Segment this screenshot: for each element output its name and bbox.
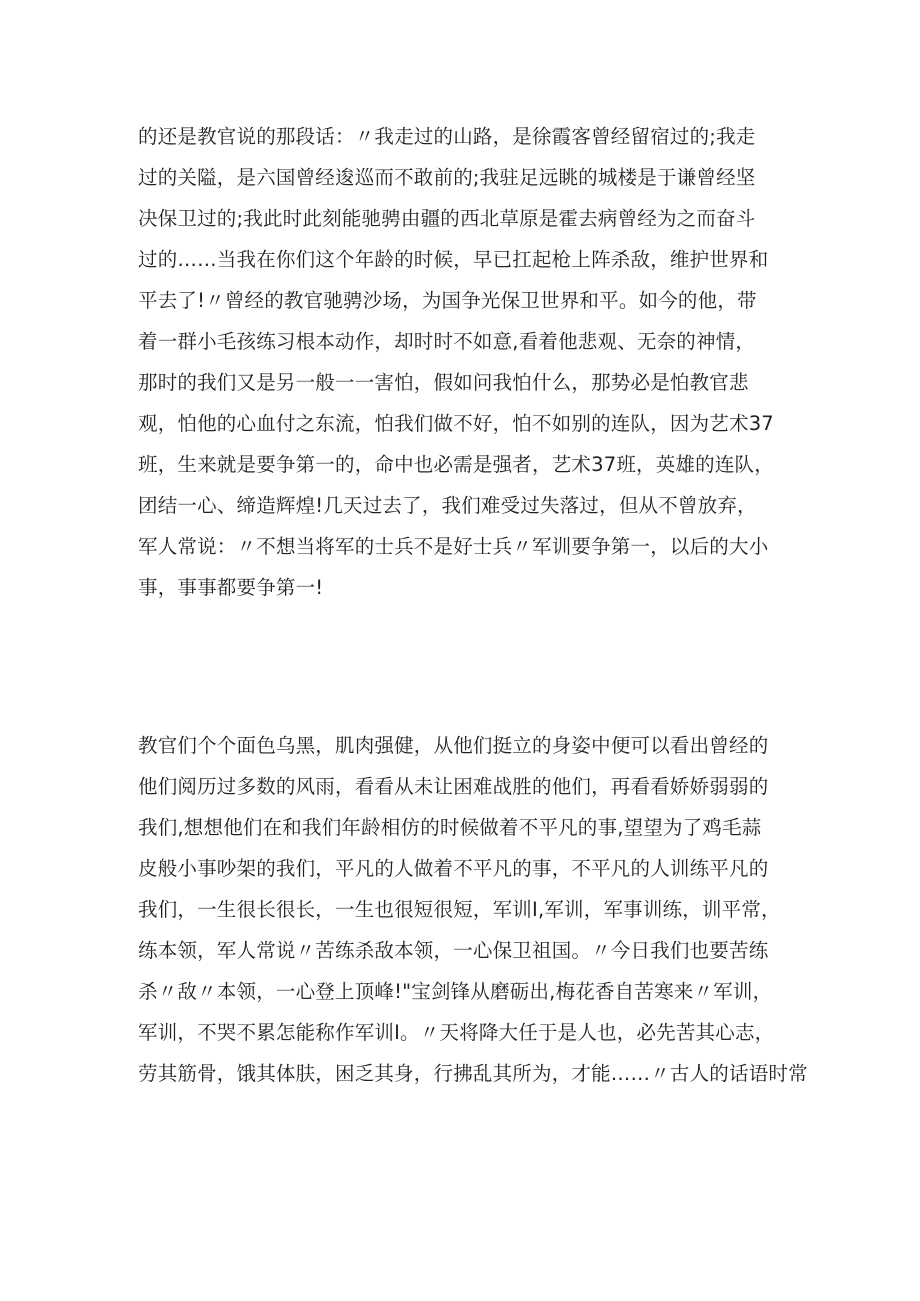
text-line: 练本领，军人常说〃苦练杀敌本领，一心保卫祖国。〃今日我们也要苦练 xyxy=(138,939,769,962)
text-line: 教官们个个面色乌黑，肌肉强健，从他们挺立的身姿中便可以看出曾经的 xyxy=(138,734,769,757)
text-line: 平去了!〃曾经的教官驰骋沙场，为国争光保卫世界和平。如今的他，带 xyxy=(138,289,757,312)
text-line: 军人常说：〃不想当将军的士兵不是好士兵〃军训要争第一，以后的大小 xyxy=(138,535,769,558)
text-line: 事，事事都要争第一! xyxy=(138,576,324,599)
text-line: 皮般小事吵架的我们，平凡的人做着不平凡的事，不平凡的人训练平凡的 xyxy=(138,857,769,880)
text-line: 观，怕他的心血付之东流，怕我们做不好，怕不如别的连队，因为艺术37 xyxy=(138,412,774,435)
text-line: 的还是教官说的那段话：〃我走过的山路，是徐霞客曾经留宿过的;我走 xyxy=(138,125,756,148)
text-line: 决保卫过的;我此时此刻能驰骋由疆的西北草原是霍去病曾经为之而奋斗 xyxy=(138,207,756,230)
text-line: 那时的我们又是另一般一一害怕，假如问我怕什么，那势必是怕教官悲 xyxy=(138,371,749,394)
text-line: 着一群小毛孩练习根本动作，却时时不如意,看着他悲观、无奈的神情， xyxy=(138,330,756,353)
text-line: 我们,想想他们在和我们年龄相仿的时候做着不平凡的事,望望为了鸡毛蒜 xyxy=(138,816,762,839)
paragraph-1 xyxy=(138,116,788,608)
text-line: 劳其筋骨，饿其体肤，困乏其身，行拂乱其所为，才能……〃古人的话语时常 xyxy=(138,1062,808,1085)
text-line: 团结一心、缔造辉煌!几天过去了，我们难受过失落过，但从不曾放弃， xyxy=(138,494,757,517)
text-line: 杀〃敌〃本领，一心登上顶峰!"宝剑锋从磨砺出,梅花香自苦寒来〃军训， xyxy=(138,980,773,1003)
text-line: 班，生来就是要争第一的，命中也必需是强者，艺术37班，英雄的连队， xyxy=(138,453,774,476)
text-line: 过的……当我在你们这个年龄的时候，早已扛起枪上阵杀敌，维护世界和 xyxy=(138,248,769,271)
text-line: 他们阅历过多数的风雨，看看从未让困难战胜的他们，再看看娇娇弱弱的 xyxy=(138,775,769,798)
text-line: 过的关隘，是六国曾经逡巡而不敢前的;我驻足远眺的城楼是于谦曾经坚 xyxy=(138,166,756,189)
text-line: 我们，一生很长很长，一生也很短很短，军训I,军训，军事训练，训平常， xyxy=(138,898,781,921)
paragraph-2 xyxy=(138,725,808,1094)
text-line: 军训，不哭不累怎能称作军训I。〃天将降大任于是人也，必先苦其心志， xyxy=(138,1021,775,1044)
